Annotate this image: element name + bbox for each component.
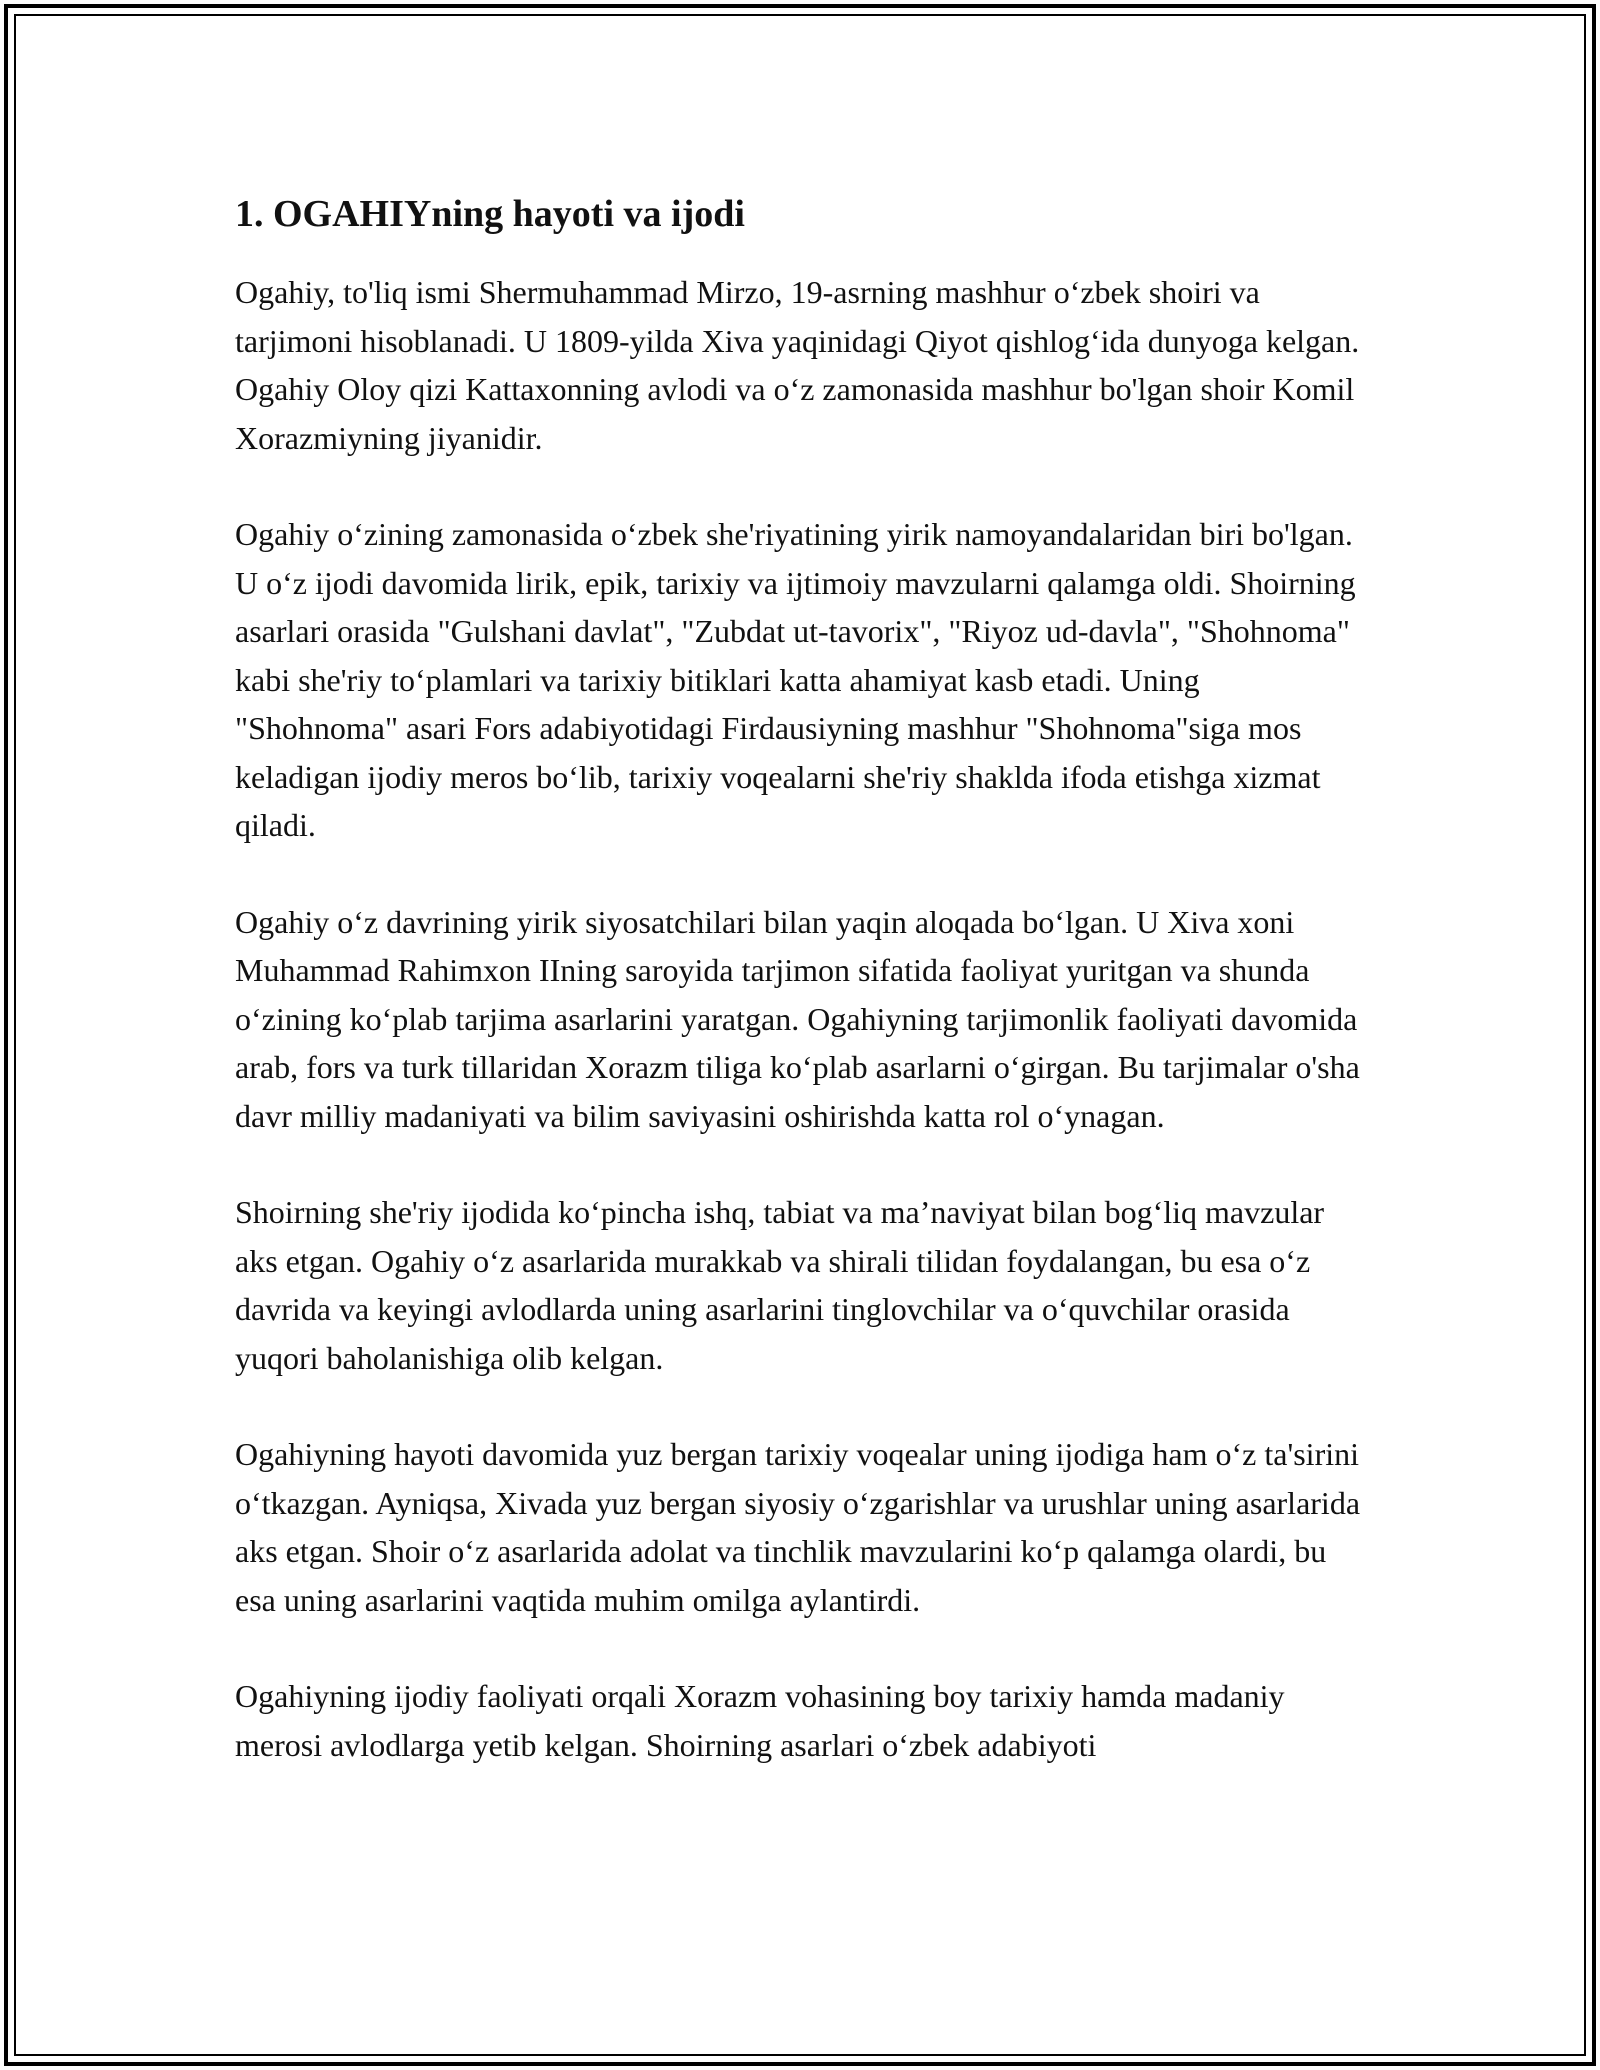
paragraph-5: Ogahiyning hayoti davomida yuz bergan tarixiy voqealar uning ijodiga ham o‘z ta'sirini o‘tkazgan. Ayniqsa, Xivada yuz bergan siyosiy o‘zgarishlar va urushlar uning asarlarida aks etgan. Shoir o‘z asarlarida adolat va tinchlik mavzularini ko‘p qalamga olardi, bu esa uning asarlarini vaqtida muhim omilga aylantirdi. <box>235 1436 1361 1618</box>
paragraph-2: Ogahiy o‘zining zamonasida o‘zbek she'riyatining yirik namoyandalaridan biri bo'lgan. U o‘z ijodi davomida lirik, epik, tarixiy va ijtimoiy mavzularni qalamga oldi. Shoirning asarlari orasida "Gulshani davlat", "Zubdat ut-tavorix", "Riyoz ud-davla", "Shohnoma" kabi she'riy to‘plamlari va tarixiy bitiklari katta ahamiyat kasb etadi. Uning "Shohnoma" asari Fors adabiyotidagi Firdausiyning mashhur "Shohnoma"siga mos keladigan ijodiy meros bo‘lib, tarixiy voqealarni she'riy shaklda ifoda etishga xizmat qiladi. <box>235 516 1356 843</box>
paragraph-3: Ogahiy o‘z davrining yirik siyosatchilari bilan yaqin aloqada bo‘lgan. U Xiva xoni Muhammad Rahimxon IIning saroyida tarjimon sifatida faoliyat yuritgan va shunda o‘zining ko‘plab tarjima asarlarini yaratgan. Ogahiyning tarjimonlik faoliyati davomida arab, fors va turk tillaridan Xorazm tiliga ko‘plab asarlarni o‘girgan. Bu tarjimalar o'sha davr milliy madaniyati va bilim saviyasini oshirishda katta rol o‘ynagan. <box>235 903 1360 1134</box>
paragraph-4: Shoirning she'riy ijodida ko‘pincha ishq, tabiat va ma’naviyat bilan bog‘liq mavzular aks etgan. Ogahiy o‘z asarlarida murakkab va shirali tilidan foydalangan, bu esa o‘z davrida va keyingi avlodlarda uning asarlarini tinglovchilar va o‘quvchilar orasida yuqori baholanishiga olib kelgan. <box>235 1194 1325 1376</box>
paragraph-6: Ogahiyning ijodiy faoliyati orqali Xorazm vohasining boy tarixiy hamda madaniy merosi avlodlarga yetib kelgan. Shoirning asarlari o‘zbek adabiyoti <box>235 1678 1285 1763</box>
document-title: 1. OGAHIYning hayoti va ijodi <box>235 193 745 235</box>
paragraph-1: Ogahiy, to'liq ismi Shermuhammad Mirzo, 19-asrning mashhur o‘zbek shoiri va tarjimoni hisoblanadi. U 1809-yilda Xiva yaqinidagi Qiyot qishlog‘ida dunyoga kelgan. Ogahiy Oloy qizi Kattaxonning avlodi va o‘z zamonasida mashhur bo'lgan shoir Komil Xorazmiyning jiyanidir. <box>235 274 1360 456</box>
document-body <box>235 186 1365 1817</box>
